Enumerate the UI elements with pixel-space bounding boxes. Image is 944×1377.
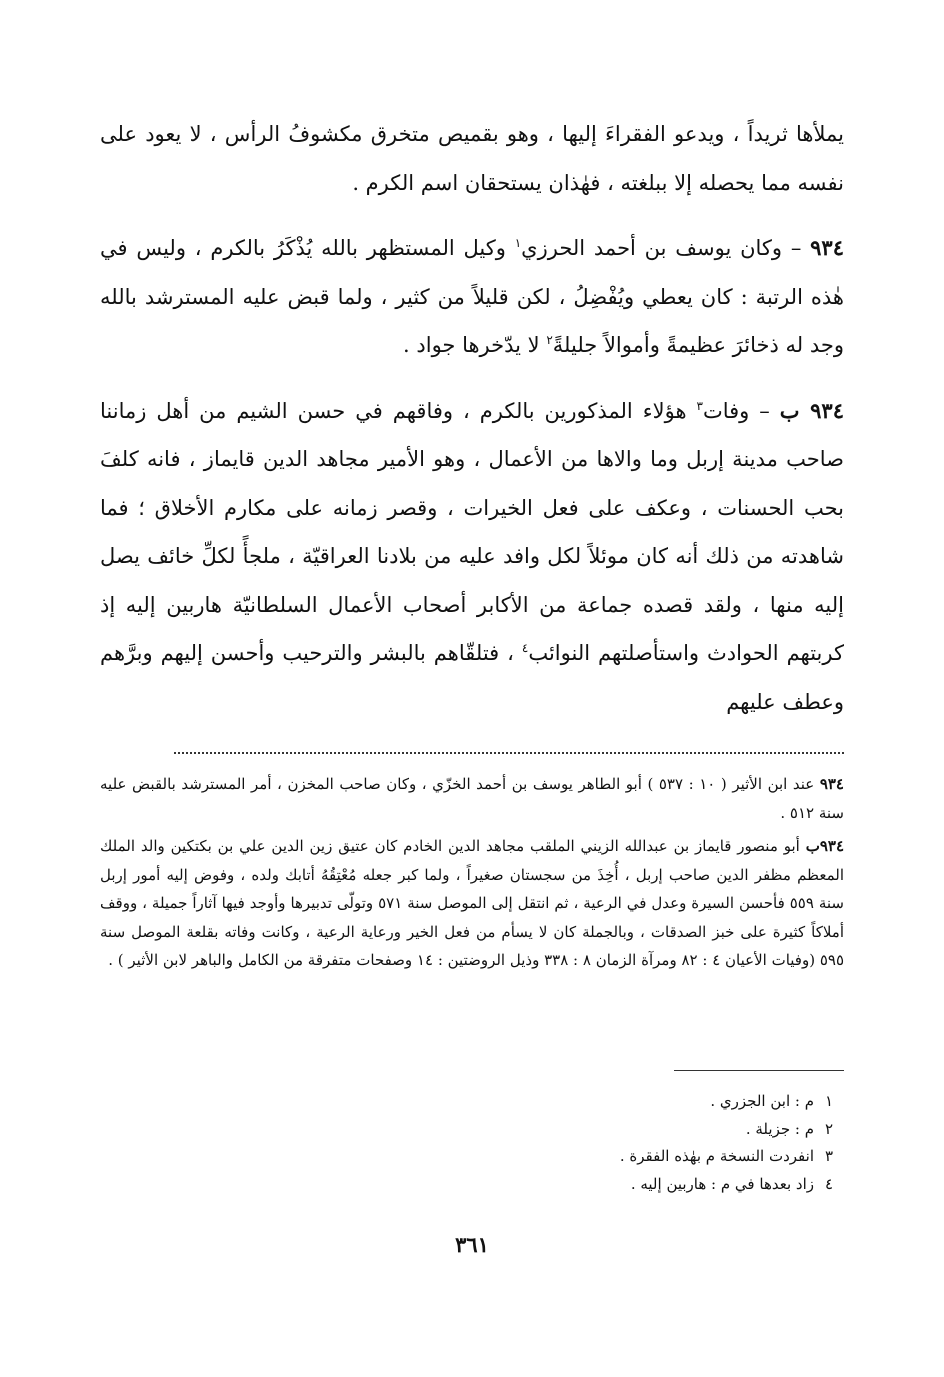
footnote-marker: ٢ xyxy=(546,333,553,347)
footnote xyxy=(100,1143,844,1171)
footnote-text: م : جزيلة . xyxy=(745,1119,814,1138)
footnote xyxy=(100,1088,844,1116)
paragraph-934b xyxy=(100,387,844,727)
footnote-number: ١ xyxy=(824,1092,834,1110)
footnote-number: ٣ xyxy=(824,1147,834,1165)
note-number: ٩٣٤ب xyxy=(805,837,844,855)
main-text xyxy=(100,110,844,726)
footnote-marker: ١ xyxy=(514,236,522,250)
note-text: عند ابن الأثير ( ١٠ : ٥٣٧ ) أبو الطاهر يوسف بن أحمد الخزّي ، وكان صاحب المخزن ، أمر المسترشد بالقبض عليه سنة ٥١٢ . xyxy=(100,775,844,822)
continuation-paragraph: يملأها ثريداً ، ويدعو الفقراءَ إليها ، وهو بقميص متخرق مكشوفُ الرأس ، لا يعود على نفسه مما يحصله إلا ببلغته ، فهٰذان يستحقان اسم الكرم . xyxy=(100,122,844,195)
footnote-text: انفردت النسخة م بهٰذه الفقرة . xyxy=(619,1147,814,1165)
editor-note xyxy=(100,832,844,975)
editor-note xyxy=(100,770,844,827)
paragraph-text: وكيل المستظهر بالله يُذْكَرُ بالكرم ، وليس في هٰذه الرتبة : كان يعطي ويُفْضِلُ ، لكن قليلاً من كثير ، ولما قبض عليه المسترشد بالله وجد له ذخائرَ عظيمةً وأموالاً جليلةً xyxy=(100,236,844,357)
page-number: ٣٦١ xyxy=(455,1232,489,1257)
footnote-divider xyxy=(674,1070,844,1071)
dotted-divider xyxy=(174,752,844,754)
footnotes xyxy=(100,1088,844,1198)
note-number: ٩٣٤ xyxy=(819,775,844,793)
paragraph-number: ٩٣٤ ب xyxy=(779,397,844,423)
editor-notes xyxy=(100,770,844,975)
footnote-number: ٤ xyxy=(824,1174,834,1193)
footnote-text: م : ابن الجزري . xyxy=(710,1092,814,1110)
footnote-marker: ٣ xyxy=(696,398,703,413)
paragraph-text: لا يدّخرها جواد . xyxy=(403,333,540,357)
paragraph-text: – وفات xyxy=(702,398,770,423)
footnote-marker: ٤ xyxy=(521,641,529,655)
paragraph-934 xyxy=(100,224,844,370)
note-text: أبو منصور قايماز بن عبدالله الزيني الملقب مجاهد الدين الخادم كان عتيق زين الدين علي بن بكتكين والد الملك المعظم مظفر الدين صاحب إربل ، أُخِذَ من سجستان صغيراً ، ولما كبر جعله مُعْتِقُهُ أتابك ولده ، وفوض إليه أمور إربل سنة ٥٥٩ فأحسن السيرة وعدل في الرعية ، ثم انتقل إلى الموصل سنة ٥٧١ وتولّى تدبيرها وأوجد فيها آثاراً جميلة ، ووقف أملاكاً كثيرة على خبز الصدقات ، وبالجملة كان لا يسأم من فعل الخير ورعاية الرعية ، وكانت وفاته بقلعة الموصل سنة ٥٩٥ (وفيات الأعيان ٤ : ٨٢ ومرآة الزمان ٨ : ٣٣٨ وذيل الروضتين : ١٤ وصفحات متفرقة من الكامل والباهر لابن الأثير ) . xyxy=(100,837,844,969)
footnote-number: ٢ xyxy=(824,1119,834,1138)
paragraph-number: ٩٣٤ xyxy=(810,235,844,260)
footnote xyxy=(100,1116,844,1144)
footnote xyxy=(100,1171,844,1199)
paragraph-text: – وكان يوسف بن أحمد الحرزي xyxy=(521,236,802,260)
paragraph-text: هؤلاء المذكورين بالكرم ، وفاقهم في حسن الشيم من أهل زماننا صاحب مدينة إربل وما والاها من الأعمال ، وهو الأمير مجاهد الدين قايماز ، فانه كلفَ بحب الحسنات ، وعكف على فعل الخيرات ، وقصر زمانه على مكارم الأخلاق ؛ فما شاهدته من ذلك أنه كان موئلاً لكل وافد عليه من بلادنا العراقيّة ، ملجأً لكلِّ خائف يصل إليه منها ، ولقد قصده جماعة من الأكابر أصحاب الأعمال السلطانيّة هاربين إليه إذ كربتهم الحوادث واستأصلتهم النوائب xyxy=(100,398,845,665)
footnote-text: زاد بعدها في م : هاربين إليه . xyxy=(630,1174,814,1193)
paragraph-text: ، فتلقّاهم بالبشر والترحيب وأحسن إليهم وبرَّهم وعطف عليهم xyxy=(100,641,844,714)
